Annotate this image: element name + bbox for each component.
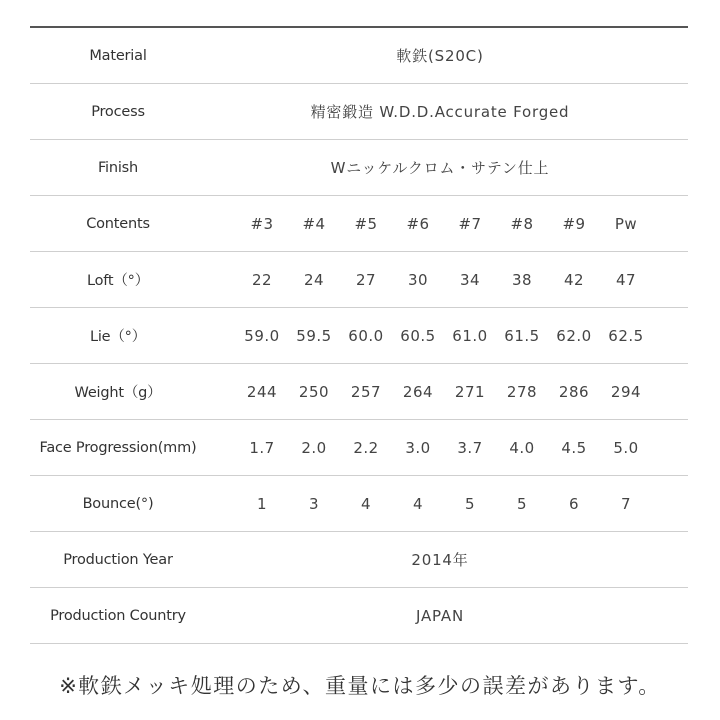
spec-row-production-year [30, 532, 688, 588]
cell-club-3: 22 [251, 270, 273, 289]
spec-row-production-country [30, 588, 688, 644]
cell-club-7: 271 [454, 382, 486, 401]
cell-club-7: 34 [459, 270, 481, 289]
row-label: Lie（°） [89, 329, 147, 345]
cell-club-3: #3 [250, 214, 274, 233]
cell-club-pw: 7 [620, 494, 632, 513]
cell-club-pw: 47 [615, 270, 637, 289]
cell-club-7: 5 [464, 494, 476, 513]
cell-club-4: 2.0 [301, 438, 327, 457]
row-label: Weight（g） [74, 385, 162, 401]
cell-club-8: 278 [506, 382, 538, 401]
cell-club-7: 3.7 [457, 438, 483, 457]
cell-club-9: 6 [568, 494, 580, 513]
cell-club-3: 244 [246, 382, 278, 401]
cell-club-4: 3 [308, 494, 320, 513]
cell-club-4: 250 [298, 382, 330, 401]
row-label: Finish [97, 159, 139, 176]
spec-row-process [30, 84, 688, 140]
cell-club-8: #8 [510, 214, 534, 233]
spec-row-material [30, 28, 688, 84]
row-value: 精密鍛造 W.D.D.Accurate Forged [310, 103, 570, 121]
cell-club-9: 62.0 [556, 326, 592, 345]
weight-tolerance-note: ※軟鉄メッキ処理のため、重量には多少の誤差があります。 [59, 674, 661, 698]
cell-club-pw: Pw [614, 214, 638, 233]
row-value: 2014年 [411, 551, 469, 569]
cell-club-8: 4.0 [509, 438, 535, 457]
cell-club-6: 4 [412, 494, 424, 513]
spec-row-face-progression [30, 420, 688, 476]
spec-row-contents [30, 196, 688, 252]
cell-club-3: 59.0 [244, 326, 280, 345]
row-label: Process [91, 103, 145, 120]
row-label: Material [89, 47, 147, 64]
cell-club-7: 61.0 [452, 326, 488, 345]
row-value: JAPAN [416, 606, 464, 625]
cell-club-5: 4 [360, 494, 372, 513]
row-cells [206, 327, 688, 345]
cell-club-7: #7 [458, 214, 482, 233]
cell-club-9: 42 [563, 270, 585, 289]
row-label: Production Country [50, 607, 186, 624]
cell-club-4: 24 [303, 270, 325, 289]
spec-row-bounce [30, 476, 688, 532]
cell-club-6: 30 [407, 270, 429, 289]
row-label: Face Progression(mm) [39, 439, 197, 456]
cell-club-9: #9 [562, 214, 586, 233]
row-cells [206, 495, 688, 513]
row-value: Wニッケルクロム・サテン仕上 [330, 159, 550, 177]
row-label: Bounce(°) [82, 495, 154, 512]
cell-club-3: 1 [256, 494, 268, 513]
cell-club-4: #4 [302, 214, 326, 233]
row-cells [206, 215, 688, 233]
spec-row-finish [30, 140, 688, 196]
cell-club-6: 60.5 [400, 326, 436, 345]
row-value: 軟鉄(S20C) [396, 47, 484, 65]
cell-club-9: 286 [558, 382, 590, 401]
cell-club-5: 2.2 [353, 438, 379, 457]
cell-club-pw: 294 [610, 382, 642, 401]
cell-club-5: 27 [355, 270, 377, 289]
cell-club-5: #5 [354, 214, 378, 233]
cell-club-8: 61.5 [504, 326, 540, 345]
cell-club-6: 3.0 [405, 438, 431, 457]
cell-club-8: 5 [516, 494, 528, 513]
spec-table [30, 26, 688, 644]
cell-club-4: 59.5 [296, 326, 332, 345]
row-cells [206, 383, 688, 401]
row-label: Contents [86, 215, 150, 232]
cell-club-6: #6 [406, 214, 430, 233]
cell-club-pw: 62.5 [608, 326, 644, 345]
row-label: Production Year [63, 551, 173, 568]
cell-club-6: 264 [402, 382, 434, 401]
spec-row-weight [30, 364, 688, 420]
cell-club-pw: 5.0 [613, 438, 639, 457]
row-label: Loft（°） [86, 273, 150, 289]
cell-club-9: 4.5 [561, 438, 587, 457]
cell-club-8: 38 [511, 270, 533, 289]
row-cells [206, 271, 688, 289]
cell-club-3: 1.7 [249, 438, 275, 457]
spec-row-lie [30, 308, 688, 364]
cell-club-5: 60.0 [348, 326, 384, 345]
row-cells [206, 439, 688, 457]
cell-club-5: 257 [350, 382, 382, 401]
spec-row-loft [30, 252, 688, 308]
